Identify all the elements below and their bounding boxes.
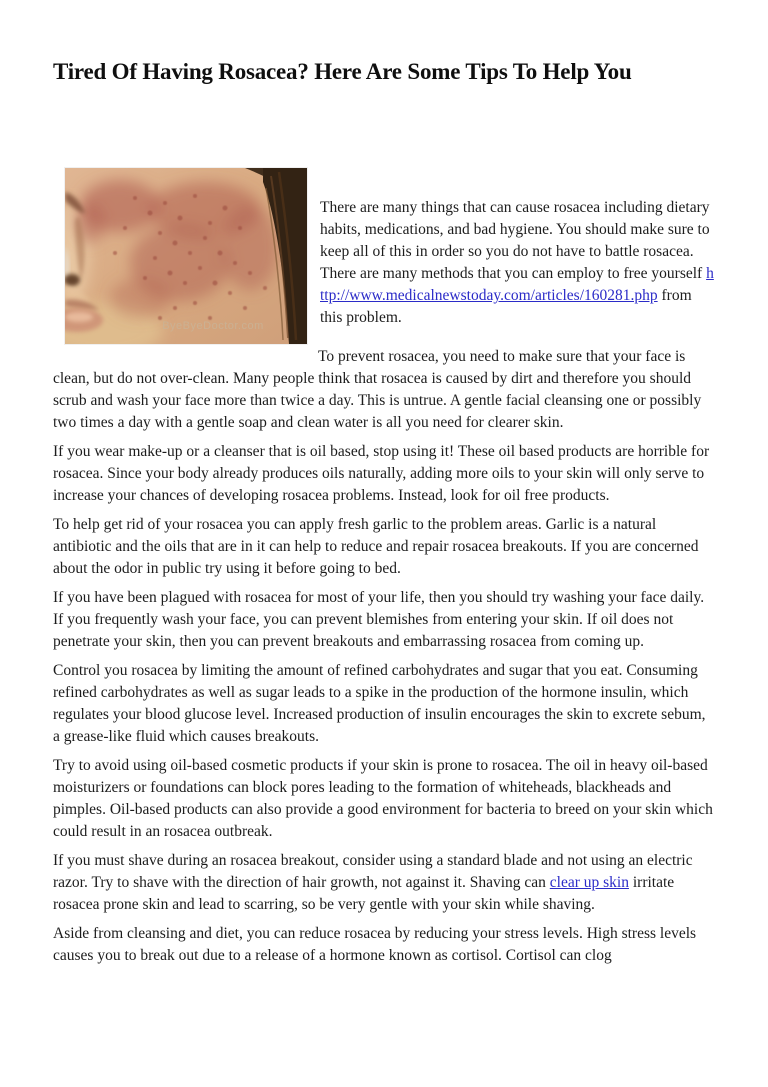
body-paragraph-garlic: To help get rid of your rosacea you can apply fresh garlic to the problem areas. Garlic is a natural antibiotic and the oils that are in it can help to reduce and repair rosacea breakouts. If you are concerned about the odor in public try using it before going to bed. [53, 516, 699, 577]
shaving-text-before: If you must shave during an rosacea breakout, consider using a standard blade and not using an electric razor. Try to shave with the direction of hair growth, not against it. Shaving can [53, 852, 693, 891]
body-paragraph-stress: Aside from cleansing and diet, you can reduce rosacea by reducing your stress levels. High stress levels causes you to break out due to a release of a hormone known as cortisol. Cortisol can clog [53, 925, 697, 964]
rosacea-photo-illustration [65, 168, 307, 344]
page-title: Tired Of Having Rosacea? Here Are Some Tips To Help You [53, 59, 632, 84]
clear-up-skin-link[interactable]: clear up skin [549, 874, 629, 891]
photo-watermark: ByeByeDoctor.com [162, 320, 264, 332]
body-paragraph-washing: If you have been plagued with rosacea for most of your life, then you should try washing your face daily. If you frequently wash your face, you can prevent blemishes from entering your skin. If oil does not penetrate your skin, then you can prevent breakouts and embarrassing rosacea from coming up. [53, 589, 705, 650]
medicalnewstoday-link[interactable]: http://www.medicalnewstoday.com/articles/160281.php [320, 265, 714, 304]
body-paragraph-makeup: If you wear make-up or a cleanser that is oil based, stop using it! These oil based products are horrible for rosacea. Since your body already produces oils naturally, adding more oils to your skin will only serve to increase your chances of developing rosacea problems. Instead, look for oil free products. [53, 443, 710, 504]
body-paragraph-shaving [53, 850, 715, 916]
intro-section [53, 168, 715, 344]
body-paragraph-prevent: To prevent rosacea, you need to make sure that your face is clean, but do not over-clean. Many people think that rosacea is caused by dirt and therefore you should scrub and wash your face more than twice a day. This is untrue. A gentle facial cleansing one or possibly two times a day with a gentle soap and clean water is all you need for clearer skin. [53, 348, 702, 431]
intro-text-after: from this problem. [320, 287, 692, 326]
rosacea-photo [65, 168, 307, 344]
intro-text-before: There are many things that can cause rosacea including dietary habits, medications, and bad hygiene. You should make sure to keep all of this in order so you do not have to battle rosacea. There are many methods that you can employ to free yourself [320, 199, 710, 282]
shaving-text-after: irritate rosacea prone skin and lead to scarring, so be very gentle with your skin while shaving. [53, 874, 675, 913]
body-paragraph-carbs: Control you rosacea by limiting the amount of refined carbohydrates and sugar that you eat. Consuming refined carbohydrates as well as sugar leads to a spike in the production of the hormone insulin, which regulates your blood glucose level. Increased production of insulin encourages the skin to excrete sebum, a grease-like fluid which causes breakouts. [53, 662, 706, 745]
intro-paragraph [307, 168, 715, 329]
body-paragraph-cosmetics: Try to avoid using oil-based cosmetic products if your skin is prone to rosacea. The oil in heavy oil-based moisturizers or foundations can block pores leading to the formation of whiteheads, blackheads and pimples. Oil-based products can also provide a good environment for bacteria to breed on your skin which could result in an rosacea outbreak. [53, 757, 713, 840]
